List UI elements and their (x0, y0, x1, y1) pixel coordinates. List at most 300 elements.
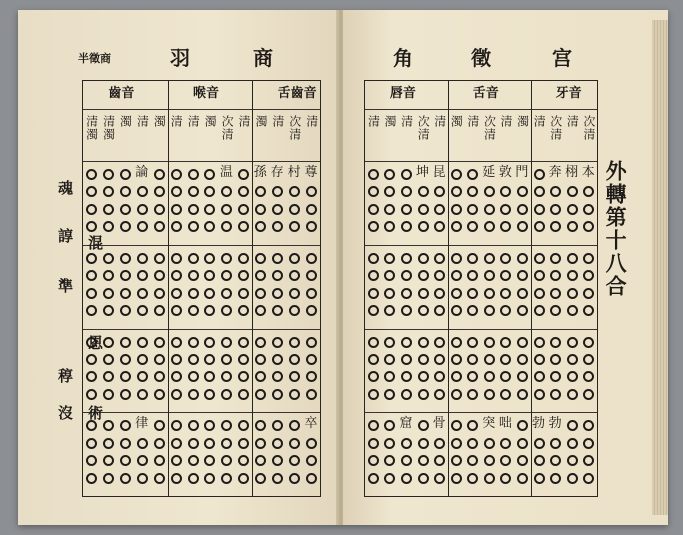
left-empty-circle (289, 389, 300, 400)
right-empty-circle (583, 221, 594, 232)
left-empty-circle (137, 204, 148, 215)
left-empty-circle (86, 186, 97, 197)
right-empty-circle (451, 371, 462, 382)
right-empty-circle (451, 473, 462, 484)
right-initial-label: 次清 (581, 115, 596, 141)
left-empty-circle (204, 221, 215, 232)
left-empty-circle (188, 221, 199, 232)
tone-label-yu: 羽 (170, 46, 192, 70)
right-empty-circle (484, 473, 495, 484)
left-empty-circle (86, 270, 97, 281)
right-empty-circle (401, 204, 412, 215)
left-empty-circle (86, 305, 97, 316)
right-empty-circle (484, 253, 495, 264)
left-empty-circle (289, 221, 300, 232)
left-empty-circle (137, 305, 148, 316)
left-empty-circle (306, 371, 317, 382)
right-empty-circle (401, 288, 412, 299)
left-initial-label: 清濁 (84, 115, 99, 141)
right-empty-circle (500, 455, 511, 466)
left-empty-circle (238, 270, 249, 281)
left-empty-circle (154, 371, 165, 382)
right-empty-circle (583, 420, 594, 431)
left-initial-label: 次清 (220, 115, 235, 141)
right-empty-circle (401, 438, 412, 449)
right-empty-circle (368, 389, 379, 400)
left-empty-circle (86, 288, 97, 299)
left-empty-circle (255, 420, 266, 431)
side-title: 外轉第十八合 (603, 160, 629, 298)
right-empty-circle (418, 455, 429, 466)
right-rhyme-char: 骨 (432, 416, 446, 432)
left-empty-circle (103, 389, 114, 400)
left-empty-circle (221, 288, 232, 299)
left-empty-circle (221, 438, 232, 449)
right-empty-circle (484, 305, 495, 316)
right-empty-circle (517, 371, 528, 382)
right-empty-circle (401, 389, 412, 400)
right-empty-circle (550, 253, 561, 264)
open-book (18, 10, 668, 525)
left-empty-circle (238, 389, 249, 400)
left-empty-circle (221, 473, 232, 484)
left-empty-circle (137, 270, 148, 281)
right-empty-circle (550, 186, 561, 197)
right-empty-circle (368, 371, 379, 382)
left-empty-circle (272, 455, 283, 466)
left-series-rule (168, 81, 169, 496)
right-empty-circle (467, 186, 478, 197)
left-empty-circle (238, 169, 249, 180)
left-initial-label: 清 (135, 115, 150, 128)
left-empty-circle (103, 473, 114, 484)
right-empty-circle (467, 221, 478, 232)
right-empty-circle (434, 354, 445, 365)
left-empty-circle (120, 354, 131, 365)
left-empty-circle (204, 288, 215, 299)
right-empty-circle (517, 337, 528, 348)
right-empty-circle (550, 221, 561, 232)
right-empty-circle (384, 186, 395, 197)
right-empty-circle (368, 253, 379, 264)
right-empty-circle (401, 473, 412, 484)
left-empty-circle (188, 337, 199, 348)
left-empty-circle (289, 337, 300, 348)
left-empty-circle (137, 253, 148, 264)
left-empty-circle (221, 221, 232, 232)
left-empty-circle (238, 221, 249, 232)
left-rhyme-char: 存 (270, 165, 284, 180)
left-empty-circle (171, 169, 182, 180)
right-empty-circle (517, 389, 528, 400)
right-empty-circle (418, 371, 429, 382)
left-empty-circle (289, 204, 300, 215)
left-empty-circle (171, 354, 182, 365)
left-empty-circle (120, 438, 131, 449)
right-empty-circle (384, 253, 395, 264)
left-empty-circle (188, 354, 199, 365)
right-empty-circle (517, 354, 528, 365)
right-empty-circle (451, 438, 462, 449)
left-empty-circle (154, 473, 165, 484)
left-empty-circle (204, 204, 215, 215)
right-empty-circle (368, 420, 379, 431)
left-empty-circle (255, 186, 266, 197)
right-empty-circle (567, 305, 578, 316)
right-empty-circle (567, 438, 578, 449)
right-empty-circle (467, 420, 478, 431)
right-empty-circle (368, 169, 379, 180)
right-empty-circle (567, 270, 578, 281)
left-empty-circle (289, 253, 300, 264)
right-empty-circle (500, 305, 511, 316)
left-empty-circle (103, 337, 114, 348)
left-empty-circle (188, 288, 199, 299)
left-empty-circle (188, 438, 199, 449)
left-empty-circle (171, 420, 182, 431)
left-empty-circle (238, 253, 249, 264)
right-empty-circle (484, 221, 495, 232)
left-empty-circle (154, 305, 165, 316)
right-empty-circle (567, 473, 578, 484)
right-empty-circle (583, 455, 594, 466)
left-empty-circle (204, 420, 215, 431)
left-empty-circle (238, 455, 249, 466)
right-empty-circle (384, 420, 395, 431)
right-empty-circle (401, 354, 412, 365)
left-empty-circle (188, 169, 199, 180)
right-empty-circle (517, 420, 528, 431)
left-empty-circle (272, 337, 283, 348)
right-empty-circle (451, 337, 462, 348)
left-empty-circle (272, 420, 283, 431)
left-empty-circle (306, 337, 317, 348)
right-empty-circle (451, 288, 462, 299)
right-empty-circle (550, 389, 561, 400)
right-header-rule (365, 109, 597, 110)
right-empty-circle (451, 221, 462, 232)
left-empty-circle (306, 270, 317, 281)
left-empty-circle (272, 204, 283, 215)
tone-label-banzhishang: 半徵商 (78, 52, 111, 65)
left-empty-circle (137, 389, 148, 400)
right-empty-circle (534, 169, 545, 180)
left-empty-circle (255, 337, 266, 348)
left-empty-circle (238, 473, 249, 484)
left-empty-circle (103, 455, 114, 466)
left-empty-circle (103, 305, 114, 316)
left-empty-circle (238, 371, 249, 382)
right-series-rule (448, 81, 449, 496)
left-rhyme-char: 尊 (304, 165, 318, 180)
left-initial-label: 濁 (118, 115, 133, 128)
right-empty-circle (384, 204, 395, 215)
left-empty-circle (289, 354, 300, 365)
left-empty-circle (171, 288, 182, 299)
right-empty-circle (484, 438, 495, 449)
left-empty-circle (289, 371, 300, 382)
left-empty-circle (238, 337, 249, 348)
right-empty-circle (368, 305, 379, 316)
right-empty-circle (384, 288, 395, 299)
left-empty-circle (86, 169, 97, 180)
right-empty-circle (484, 337, 495, 348)
left-empty-circle (289, 455, 300, 466)
left-rhyme-table (82, 80, 321, 497)
left-rhyme-char: 孫 (253, 165, 267, 180)
right-tone-row-rule (365, 329, 597, 330)
left-empty-circle (171, 473, 182, 484)
right-empty-circle (384, 169, 395, 180)
right-empty-circle (500, 253, 511, 264)
left-empty-circle (255, 455, 266, 466)
left-rhyme-char: 温 (219, 165, 233, 180)
right-series-header: 舌音 (472, 86, 499, 101)
left-empty-circle (238, 354, 249, 365)
left-empty-circle (204, 389, 215, 400)
left-empty-circle (86, 371, 97, 382)
left-empty-circle (188, 305, 199, 316)
right-rhyme-char: 昆 (432, 165, 446, 180)
tone-label-gong: 宫 (552, 46, 574, 70)
right-empty-circle (434, 305, 445, 316)
left-empty-circle (154, 270, 165, 281)
left-empty-circle (238, 288, 249, 299)
left-empty-circle (188, 204, 199, 215)
right-empty-circle (534, 389, 545, 400)
right-empty-circle (550, 354, 561, 365)
right-empty-circle (500, 288, 511, 299)
right-empty-circle (451, 204, 462, 215)
right-empty-circle (451, 253, 462, 264)
right-empty-circle (418, 354, 429, 365)
left-empty-circle (154, 288, 165, 299)
right-rhyme-char: 勃 (532, 416, 546, 432)
right-initial-label: 次清 (482, 115, 497, 141)
left-initial-label: 濁 (152, 115, 167, 128)
left-empty-circle (154, 354, 165, 365)
right-empty-circle (583, 337, 594, 348)
right-empty-circle (567, 204, 578, 215)
right-empty-circle (550, 473, 561, 484)
left-initial-label: 次清 (287, 115, 302, 141)
rhyme-row-label: 沒 (58, 404, 74, 422)
rhyme-row-label: 稕 (58, 367, 74, 385)
right-empty-circle (451, 354, 462, 365)
left-empty-circle (120, 389, 131, 400)
right-empty-circle (517, 473, 528, 484)
right-empty-circle (534, 253, 545, 264)
right-empty-circle (467, 389, 478, 400)
left-empty-circle (255, 305, 266, 316)
right-empty-circle (534, 305, 545, 316)
right-empty-circle (517, 305, 528, 316)
right-empty-circle (534, 337, 545, 348)
right-empty-circle (401, 253, 412, 264)
left-empty-circle (86, 455, 97, 466)
left-empty-circle (103, 270, 114, 281)
rhyme-row-label: 諄 (58, 227, 74, 245)
right-rhyme-char: 窟 (399, 416, 413, 432)
left-empty-circle (120, 455, 131, 466)
right-empty-circle (451, 305, 462, 316)
left-empty-circle (120, 420, 131, 431)
right-empty-circle (534, 221, 545, 232)
left-initial-label: 濁 (203, 115, 218, 128)
right-empty-circle (467, 354, 478, 365)
left-empty-circle (188, 186, 199, 197)
right-empty-circle (451, 270, 462, 281)
right-empty-circle (517, 204, 528, 215)
left-series-header: 舌齒音 (277, 86, 317, 101)
right-empty-circle (467, 288, 478, 299)
right-tone-row-rule (365, 412, 597, 413)
left-rhyme-char: 律 (135, 416, 149, 432)
right-empty-circle (434, 253, 445, 264)
right-empty-circle (467, 455, 478, 466)
left-empty-circle (86, 473, 97, 484)
left-empty-circle (137, 455, 148, 466)
right-empty-circle (484, 371, 495, 382)
left-empty-circle (120, 169, 131, 180)
right-empty-circle (384, 221, 395, 232)
left-tone-row-rule (83, 329, 320, 330)
right-empty-circle (368, 221, 379, 232)
left-empty-circle (306, 455, 317, 466)
left-tone-row-rule (83, 245, 320, 246)
right-empty-circle (434, 473, 445, 484)
right-empty-circle (500, 186, 511, 197)
left-empty-circle (103, 354, 114, 365)
left-empty-circle (272, 389, 283, 400)
right-empty-circle (418, 473, 429, 484)
left-empty-circle (204, 337, 215, 348)
right-empty-circle (467, 204, 478, 215)
right-rhyme-char: 敦 (498, 165, 512, 180)
left-empty-circle (86, 204, 97, 215)
left-empty-circle (103, 204, 114, 215)
left-initial-label: 清 (304, 115, 319, 128)
right-empty-circle (567, 371, 578, 382)
right-empty-circle (384, 455, 395, 466)
left-empty-circle (238, 186, 249, 197)
right-empty-circle (534, 204, 545, 215)
right-empty-circle (418, 221, 429, 232)
right-series-header: 唇音 (389, 86, 416, 101)
right-empty-circle (418, 270, 429, 281)
right-rhyme-char: 本 (581, 165, 595, 180)
right-initial-label: 清 (499, 115, 514, 128)
right-empty-circle (517, 438, 528, 449)
left-empty-circle (171, 270, 182, 281)
left-empty-circle (171, 221, 182, 232)
right-empty-circle (467, 305, 478, 316)
left-empty-circle (272, 270, 283, 281)
right-empty-circle (434, 221, 445, 232)
left-empty-circle (306, 288, 317, 299)
left-empty-circle (120, 270, 131, 281)
left-empty-circle (255, 438, 266, 449)
right-series-header: 牙音 (555, 86, 582, 101)
left-empty-circle (103, 288, 114, 299)
left-empty-circle (137, 221, 148, 232)
left-empty-circle (188, 455, 199, 466)
right-empty-circle (583, 389, 594, 400)
left-empty-circle (204, 438, 215, 449)
left-initial-label: 濁 (253, 115, 268, 128)
left-initial-label: 清 (270, 115, 285, 128)
right-empty-circle (401, 455, 412, 466)
left-empty-circle (103, 221, 114, 232)
left-empty-circle (154, 455, 165, 466)
left-initial-label: 清 (186, 115, 201, 128)
left-empty-circle (120, 305, 131, 316)
right-empty-circle (583, 186, 594, 197)
left-series-header: 喉音 (193, 86, 220, 101)
right-empty-circle (368, 204, 379, 215)
right-empty-circle (484, 186, 495, 197)
right-rhyme-char: 坤 (416, 165, 430, 180)
left-empty-circle (86, 221, 97, 232)
right-initial-label: 清 (465, 115, 480, 128)
left-empty-circle (204, 371, 215, 382)
left-empty-circle (255, 371, 266, 382)
right-empty-circle (467, 270, 478, 281)
left-empty-circle (137, 371, 148, 382)
right-empty-circle (583, 253, 594, 264)
left-empty-circle (289, 305, 300, 316)
left-empty-circle (103, 438, 114, 449)
right-empty-circle (484, 204, 495, 215)
left-empty-circle (137, 473, 148, 484)
left-rhyme-char: 論 (135, 165, 149, 180)
left-empty-circle (120, 253, 131, 264)
right-initial-label: 次清 (416, 115, 431, 141)
left-empty-circle (86, 354, 97, 365)
right-tone-row-rule (365, 245, 597, 246)
right-empty-circle (418, 253, 429, 264)
right-empty-circle (451, 389, 462, 400)
right-empty-circle (500, 473, 511, 484)
left-empty-circle (204, 354, 215, 365)
right-empty-circle (368, 337, 379, 348)
right-empty-circle (384, 337, 395, 348)
left-empty-circle (289, 438, 300, 449)
right-empty-circle (517, 186, 528, 197)
rhyme-row-label: 恩 (88, 334, 104, 352)
right-empty-circle (534, 455, 545, 466)
right-empty-circle (434, 438, 445, 449)
right-empty-circle (583, 204, 594, 215)
right-rhyme-char: 奔 (548, 165, 562, 180)
left-empty-circle (289, 420, 300, 431)
left-empty-circle (86, 389, 97, 400)
left-empty-circle (255, 204, 266, 215)
left-empty-circle (188, 473, 199, 484)
right-empty-circle (451, 169, 462, 180)
left-rhyme-char: 卒 (304, 416, 318, 432)
right-initial-label: 濁 (515, 115, 530, 128)
left-empty-circle (188, 253, 199, 264)
left-empty-circle (255, 288, 266, 299)
right-empty-circle (534, 186, 545, 197)
left-empty-circle (154, 169, 165, 180)
left-empty-circle (204, 473, 215, 484)
right-empty-circle (418, 288, 429, 299)
right-empty-circle (534, 288, 545, 299)
right-empty-circle (500, 371, 511, 382)
left-rhyme-char: 村 (287, 165, 301, 180)
